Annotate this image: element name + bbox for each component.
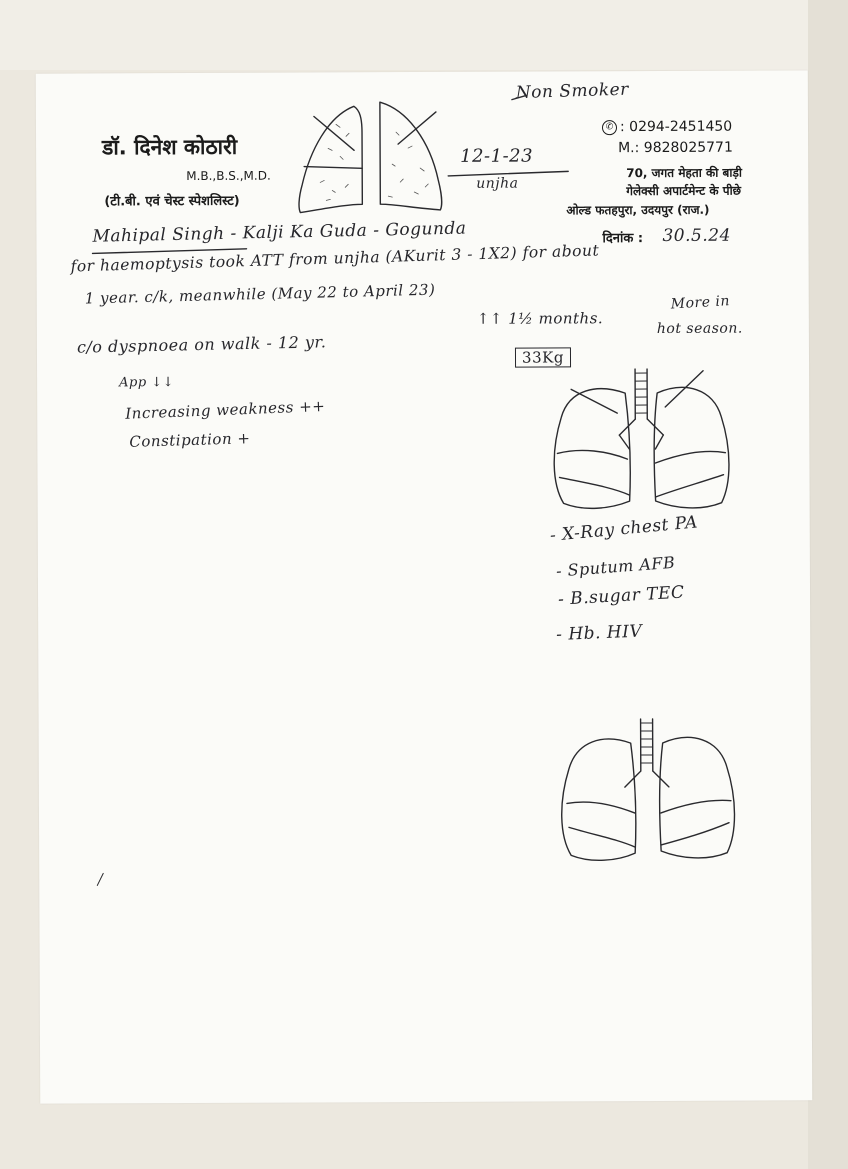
appetite-note: App ↓↓ xyxy=(119,375,175,391)
complaint-progression: ↑↑ 1½ months. xyxy=(476,309,604,328)
smoking-status: Non Smoker xyxy=(515,79,630,104)
address-line-3: ओल्ड फतहपुरा, उदयपुर (राज.) xyxy=(566,202,710,218)
address-line-2: गेलेक्सी अपार्टमेन्ट के पीछे xyxy=(626,183,742,199)
date-label: दिनांक : xyxy=(602,231,644,247)
doctor-name: डॉ. दिनेश कोठारी xyxy=(102,134,238,160)
visit-date: 30.5.24 xyxy=(662,225,731,246)
address-line-1: 70, जगत मेहता की बाड़ी xyxy=(626,165,743,181)
history-line-1: for haemoptysis took ATT from unjha (AKurit 3 - 1X2) for about xyxy=(70,241,600,276)
weakness-note: Increasing weakness ++ xyxy=(124,396,326,423)
investigation-item: - B.sugar TEC xyxy=(557,582,686,610)
complaint-dyspnoea: c/o dyspnoea on walk - 12 yr. xyxy=(76,332,327,357)
name-underline xyxy=(93,249,247,254)
doctor-qualifications: M.B.,B.S.,M.D. xyxy=(186,168,271,184)
previous-visit-place: unjha xyxy=(476,175,519,192)
date-underline xyxy=(448,171,568,176)
letterhead-lung-emblem xyxy=(299,102,442,213)
doctor-specialty: (टी.बी. एवं चेस्ट स्पेशलिस्ट) xyxy=(104,193,240,210)
investigation-item: - X-Ray chest PA xyxy=(549,512,699,546)
phone-number: : 0294-2451450 xyxy=(619,118,733,136)
investigation-item: - Hb. HIV xyxy=(555,621,643,645)
sheet-drawings xyxy=(36,70,812,1103)
phone-icon: ✆ xyxy=(602,120,617,135)
season-note-2: hot season. xyxy=(656,320,743,337)
previous-visit-date: 12-1-23 xyxy=(460,145,534,167)
lung-diagram-annotated xyxy=(554,369,729,509)
patient-name-address: Mahipal Singh - Kalji Ka Guda - Gogunda xyxy=(92,218,467,247)
weight: 33Kg xyxy=(515,347,571,367)
season-note-1: More in xyxy=(670,293,731,313)
history-line-2: 1 year. c/k, meanwhile (May 22 to April 23) xyxy=(84,280,436,308)
prescription-sheet xyxy=(36,70,812,1103)
investigation-item: - Sputum AFB xyxy=(555,552,676,581)
stray-pen-mark xyxy=(97,873,103,885)
scan-background-top xyxy=(0,0,848,70)
scan-background-right xyxy=(808,0,848,1169)
mobile-number: M.: 9828025771 xyxy=(618,139,733,157)
lung-diagram-blank xyxy=(561,719,734,861)
constipation-note: Constipation + xyxy=(129,429,251,451)
